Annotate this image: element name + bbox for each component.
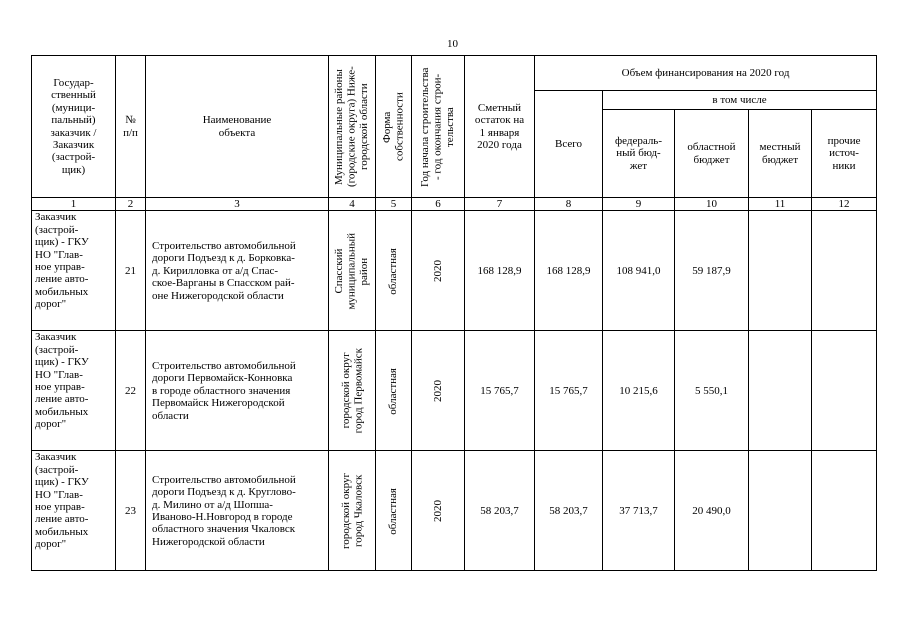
header-total: Всего [535,91,603,198]
page-number: 10 [447,38,458,50]
column-number: 6 [412,198,465,211]
header-number: № п/п [116,56,146,198]
other-sources [812,211,877,331]
column-number: 7 [465,198,535,211]
column-number: 2 [116,198,146,211]
column-number: 1 [32,198,116,211]
column-number: 9 [603,198,675,211]
header-municipal: Муниципальные районы (городские округа) Ниже- городской области [329,56,376,198]
table-row [32,211,877,331]
regional-budget: 59 187,9 [675,211,749,331]
total-funding: 168 128,9 [535,211,603,331]
estimated-remainder: 15 765,7 [465,331,535,451]
regional-budget: 5 550,1 [675,331,749,451]
other-sources [812,331,877,451]
customer-cell: Заказчик (застрой- щик) - ГКУ НО "Глав- ное управ- ление авто- мобильных дорог" [32,331,116,451]
header-funding-2020: Объем финансирования на 2020 год [535,56,877,91]
object-name: Строительство автомобильной дороги Подъезд к д. Борковка- д. Кирилловка от а/д Спас- ское-Варганы в Спасском рай- оне Нижегородской области [146,211,329,331]
municipal-district: Спасский муниципальный район [329,211,376,331]
local-budget [749,331,812,451]
table-row [32,451,877,571]
header-customer: Государ- ственный (муници- пальный) заказчик / Заказчик (застрой- щик) [32,56,116,198]
header-federal: федераль- ный бюд- жет [603,110,675,198]
federal-budget: 108 941,0 [603,211,675,331]
local-budget [749,451,812,571]
header-ownership: Форма собственности [376,56,412,198]
municipal-district: городской округ город Первомайск [329,331,376,451]
construction-years: 2020 [412,451,465,571]
column-number: 11 [749,198,812,211]
header-remainder: Сметный остаток на 1 января 2020 года [465,56,535,198]
column-number: 8 [535,198,603,211]
financing-table [31,55,877,571]
municipal-district: городской округ город Чкаловск [329,451,376,571]
header-other: прочие источ- ники [812,110,877,198]
column-number: 3 [146,198,329,211]
header-including: в том числе [603,91,877,110]
column-number: 5 [376,198,412,211]
object-name: Строительство автомобильной дороги Подъезд к д. Круглово- д. Милино от а/д Шопша- Иваново-Н.Новгород в городе областного значения Чкаловск Нижегородской области [146,451,329,571]
row-number: 21 [116,211,146,331]
object-name: Строительство автомобильной дороги Первомайск-Конновка в городе областного значения Первомайск Нижегородской области [146,331,329,451]
customer-cell: Заказчик (застрой- щик) - ГКУ НО "Глав- ное управ- ление авто- мобильных дорог" [32,451,116,571]
header-years: Год начала строительства - год окончания строи- тельства [412,56,465,198]
local-budget [749,211,812,331]
ownership-form: областная [376,451,412,571]
federal-budget: 37 713,7 [603,451,675,571]
customer-cell: Заказчик (застрой- щик) - ГКУ НО "Глав- ное управ- ление авто- мобильных дорог" [32,211,116,331]
column-number: 10 [675,198,749,211]
column-number: 4 [329,198,376,211]
total-funding: 58 203,7 [535,451,603,571]
construction-years: 2020 [412,211,465,331]
header-regional: областной бюджет [675,110,749,198]
header-object-name: Наименование объекта [146,56,329,198]
other-sources [812,451,877,571]
total-funding: 15 765,7 [535,331,603,451]
header-local: местный бюджет [749,110,812,198]
row-number: 22 [116,331,146,451]
ownership-form: областная [376,331,412,451]
estimated-remainder: 58 203,7 [465,451,535,571]
column-number: 12 [812,198,877,211]
regional-budget: 20 490,0 [675,451,749,571]
construction-years: 2020 [412,331,465,451]
ownership-form: областная [376,211,412,331]
federal-budget: 10 215,6 [603,331,675,451]
table-row [32,331,877,451]
estimated-remainder: 168 128,9 [465,211,535,331]
row-number: 23 [116,451,146,571]
